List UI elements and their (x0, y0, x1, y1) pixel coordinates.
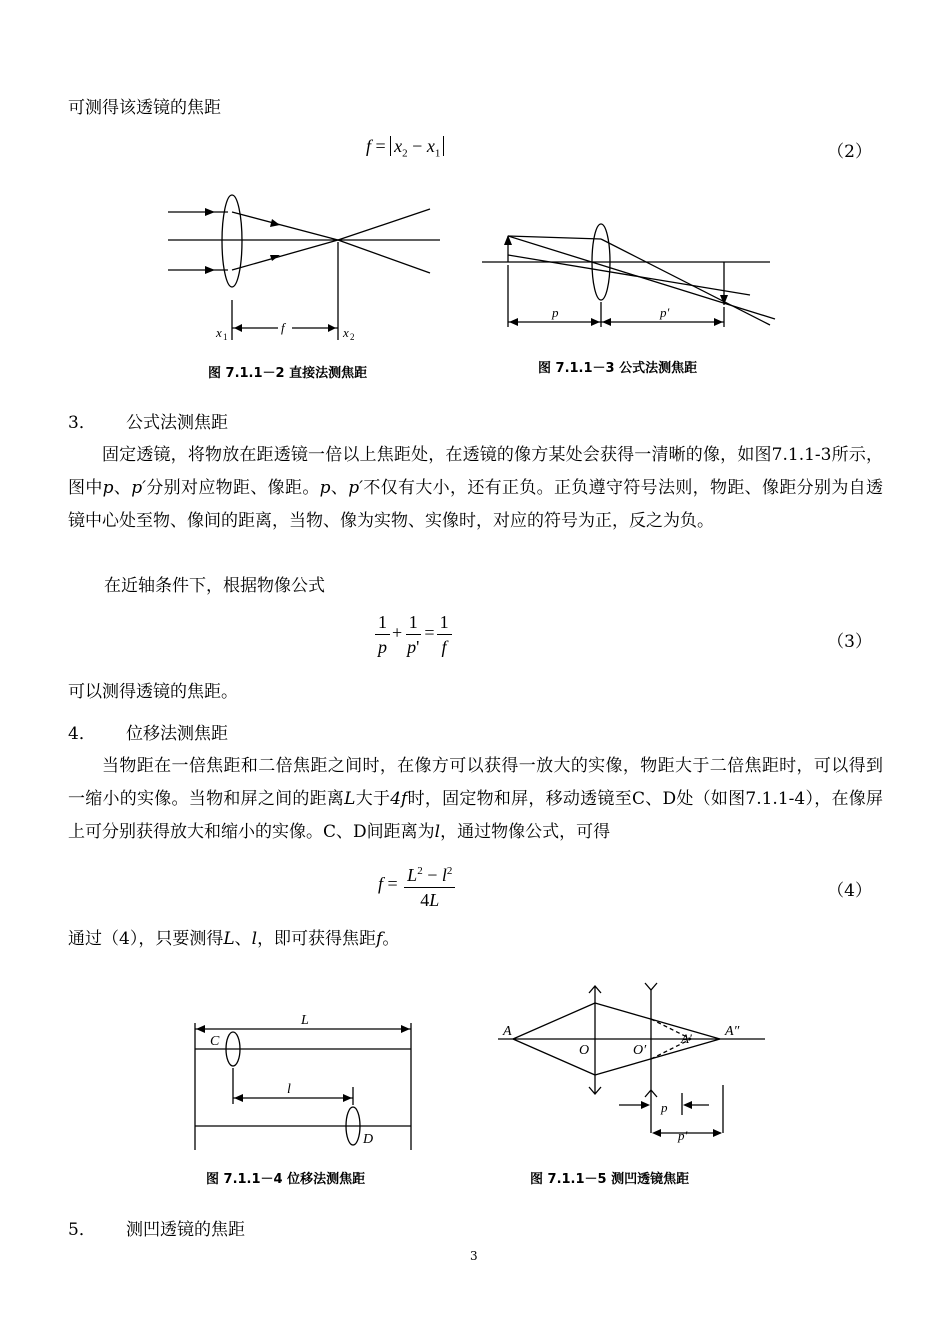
label-p-prime: p′ (660, 305, 670, 320)
figure-3-caption: 图 7.1.1－3 公式法测焦距 (538, 361, 698, 376)
figure-5-caption: 图 7.1.1－5 测凹透镜焦距 (530, 1172, 690, 1187)
section-4-number: 4． (68, 724, 96, 744)
label-p-prime: p′ (678, 1128, 688, 1143)
section-3-conclusion: 可以测得透镜的焦距。 (68, 682, 238, 702)
label-O-prime: O′ (633, 1043, 647, 1058)
section-4-title: 位移法测焦距 (126, 724, 228, 744)
label-p: p (552, 305, 559, 320)
section-4-conclusion: 通过（4），只要测得L、l，即可获得焦距f。 (68, 929, 400, 949)
figure-direct-method (160, 185, 450, 350)
label-O: O (579, 1043, 590, 1058)
equation-2-number: （2） (827, 142, 872, 162)
intro-text: 可测得该透镜的焦距 (68, 98, 221, 118)
figure-2-caption: 图 7.1.1－2 直接法测焦距 (208, 366, 368, 381)
label-D: D (363, 1132, 374, 1147)
section-5-number: 5． (68, 1220, 96, 1240)
label-x2-sub: 2 (350, 332, 355, 342)
label-x1-sub: 1 (223, 332, 228, 342)
section-5-title: 测凹透镜的焦距 (126, 1220, 245, 1240)
figure-displacement-method (185, 1005, 420, 1155)
equation-2: $f = x_2 - x_1$ (366, 136, 444, 160)
label-L: L (301, 1013, 309, 1028)
equation-4: f = $\frac{L^2 - l^2}{4L}$ (378, 861, 457, 910)
equation-4-number: （4） (827, 881, 872, 901)
figure-concave-lens (495, 975, 770, 1150)
page-number: 3 (470, 1249, 478, 1263)
section-3-lead: 在近轴条件下，根据物像公式 (104, 576, 325, 596)
figure-4-caption: 图 7.1.1－4 位移法测焦距 (206, 1172, 366, 1187)
section-3-title: 公式法测焦距 (126, 413, 228, 433)
section-4-paragraph: 当物距在一倍焦距和二倍焦距之间时，在像方可以获得一放大的实像，物距大于二倍焦距时，可以得到一缩小的实像。当物和屏之间的距离L大于4f时，固定物和屏，移动透镜至C、D处（如图7.1.1-4），在像屏上可分别获得放大和缩小的实像。C、D间距离为l，通过物像公式，可得 (68, 756, 884, 842)
label-A: A (503, 1024, 512, 1039)
label-x1: x (216, 325, 222, 340)
section-3-number: 3． (68, 413, 96, 433)
equation-3-number: （3） (827, 632, 872, 652)
label-l: l (287, 1082, 291, 1097)
label-f: f (281, 320, 285, 335)
label-x2: x (343, 325, 349, 340)
label-C: C (210, 1034, 220, 1049)
label-p: p (661, 1100, 668, 1115)
label-A-double-prime: A″ (725, 1024, 740, 1039)
section-3-paragraph: 固定透镜，将物放在距透镜一倍以上焦距处，在透镜的像方某处会获得一清晰的像，如图7.1.1-3所示，图中p、p′分别对应物距、像距。p、p′不仅有大小，还有正负。正负遵守符号法则，物距、像距分别为自透镜中心处至物、像间的距离，当物、像为实物、实像时，对应的符号为正，反之为负。 (68, 445, 884, 531)
figure-formula-method (480, 215, 785, 365)
label-A-prime: A′ (681, 1031, 692, 1046)
equation-3: $\frac{1}{p}$ + $\frac{1}{p'}$ = $\frac{1}{f}$ (373, 612, 454, 657)
